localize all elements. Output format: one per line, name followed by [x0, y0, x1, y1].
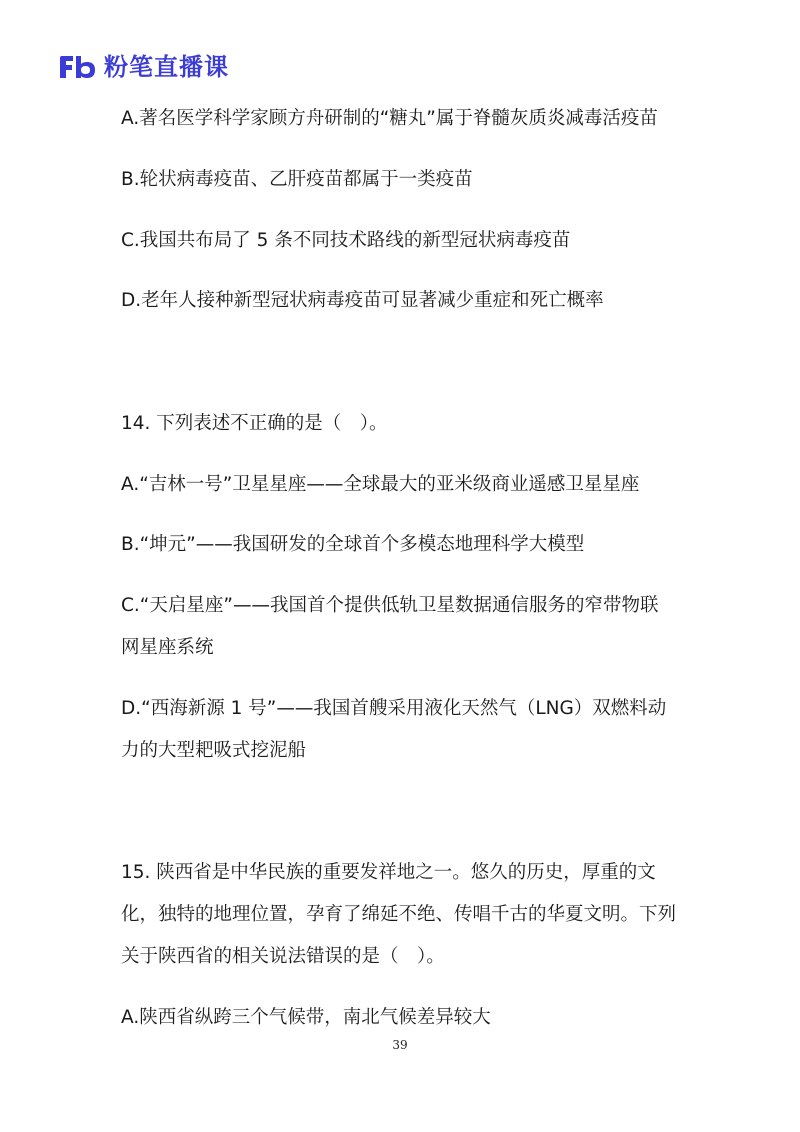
brand-logo [58, 52, 229, 82]
option-13-a: A.著名医学科学家顾方舟研制的“糖丸”属于脊髓灰质炎减毒活疫苗 [121, 108, 658, 129]
brand-name: 粉笔直播课 [104, 53, 229, 81]
question-14-stem: 14. 下列表述不正确的是（ ）。 [121, 413, 388, 434]
fb-logo-icon [58, 54, 98, 80]
option-14-b: B.“坤元”——我国研发的全球首个多模态地理科学大模型 [121, 534, 585, 555]
option-14-d-line1: D.“西海新源 1 号”——我国首艘采用液化天然气（LNG）双燃料动 [121, 698, 667, 719]
page-number: 39 [392, 1038, 408, 1052]
question-15-stem-line2: 化，独特的地理位置，孕育了绵延不绝、传唱千古的华夏文明。下列 [121, 904, 677, 925]
option-14-a: A.“吉林一号”卫星星座——全球最大的亚米级商业遥感卫星星座 [121, 474, 640, 495]
option-13-c: C.我国共布局了 5 条不同技术路线的新型冠状病毒疫苗 [121, 230, 571, 251]
option-13-d: D.老年人接种新型冠状病毒疫苗可显著减少重症和死亡概率 [121, 290, 604, 311]
option-14-c-line1: C.“天启星座”——我国首个提供低轨卫星数据通信服务的窄带物联 [121, 595, 659, 616]
option-13-b: B.轮状病毒疫苗、乙肝疫苗都属于一类疫苗 [121, 169, 473, 190]
question-15-stem-line3: 关于陕西省的相关说法错误的是（ ）。 [121, 946, 445, 967]
option-14-d-line2: 力的大型耙吸式挖泥船 [121, 740, 307, 761]
question-15-stem-line1: 15. 陕西省是中华民族的重要发祥地之一。悠久的历史，厚重的文 [121, 862, 656, 883]
option-15-a: A.陕西省纵跨三个气候带，南北气候差异较大 [121, 1007, 491, 1028]
option-14-c-line2: 网星座系统 [121, 637, 214, 658]
